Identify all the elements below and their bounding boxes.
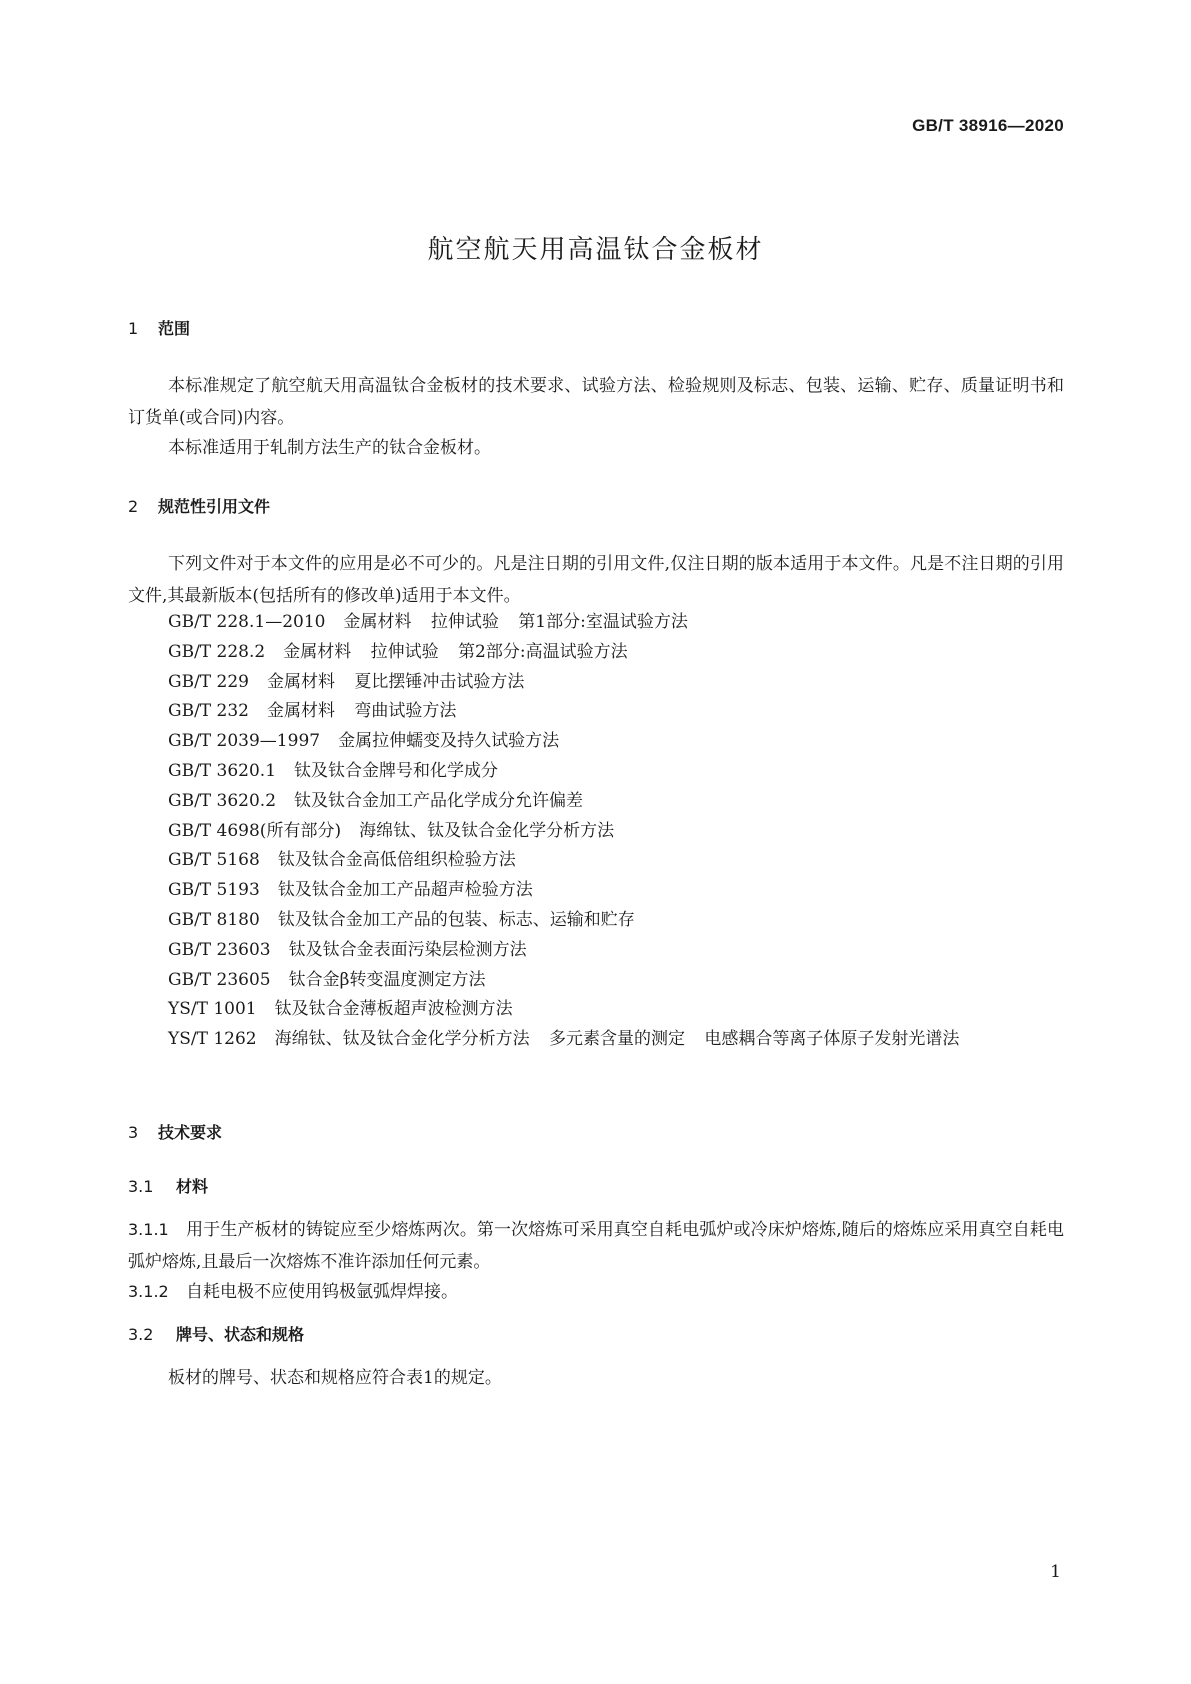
reference-item	[128, 906, 1064, 936]
reference-title: 金属材料 拉伸试验 第2部分:高温试验方法	[283, 641, 628, 662]
reference-title: 钛及钛合金加工产品的包装、标志、运输和贮存	[277, 909, 635, 930]
reference-item	[128, 876, 1064, 906]
section-number: 1	[128, 319, 139, 338]
section-2-heading	[128, 496, 270, 518]
reference-title: 钛及钛合金牌号和化学成分	[294, 760, 499, 781]
references-intro: 下列文件对于本文件的应用是必不可少的。凡是注日期的引用文件,仅注日期的版本适用于本文件。凡是不注日期的引用文件,其最新版本(包括所有的修改单)适用于本文件。	[128, 554, 1064, 606]
reference-item	[128, 1025, 1064, 1055]
subsection-number: 3.2	[128, 1325, 154, 1344]
reference-title: 钛及钛合金高低倍组织检验方法	[277, 850, 516, 871]
reference-code: GB/T 232	[168, 701, 249, 722]
subsection-title: 材料	[176, 1177, 209, 1196]
reference-title: 金属材料 夏比摆锤冲击试验方法	[267, 671, 525, 692]
reference-title: 海绵钛、钛及钛合金化学分析方法	[359, 820, 615, 841]
scope-paragraph-1: 本标准规定了航空航天用高温钛合金板材的技术要求、试验方法、检验规则及标志、包装、运输、贮存、质量证明书和订货单(或合同)内容。	[128, 376, 1064, 428]
scope-paragraph-2: 本标准适用于轧制方法生产的钛合金板材。	[168, 438, 491, 458]
reference-item	[128, 608, 1064, 638]
reference-list	[128, 608, 1064, 1055]
subsection-title: 牌号、状态和规格	[176, 1325, 305, 1344]
reference-item	[128, 846, 1064, 876]
reference-code: YS/T 1262	[168, 1029, 257, 1050]
section-title: 规范性引用文件	[158, 497, 271, 516]
subsection-number: 3.1	[128, 1177, 154, 1196]
clause-text: 自耗电极不应使用钨极氩弧焊焊接。	[186, 1282, 458, 1302]
reference-code: GB/T 3620.2	[168, 790, 277, 811]
reference-item	[128, 668, 1064, 698]
subsection-3-2-heading	[128, 1324, 304, 1346]
reference-title: 钛合金β转变温度测定方法	[288, 969, 486, 990]
reference-code: GB/T 5193	[168, 880, 260, 901]
reference-code: GB/T 2039—1997	[168, 731, 321, 752]
reference-title: 钛及钛合金薄板超声波检测方法	[274, 999, 513, 1020]
reference-code: GB/T 229	[168, 671, 249, 692]
reference-title: 钛及钛合金加工产品化学成分允许偏差	[294, 790, 584, 811]
clause-number: 3.1.2	[128, 1282, 169, 1301]
reference-code: GB/T 228.2	[168, 641, 266, 662]
reference-item	[128, 638, 1064, 668]
subsection-3-1-heading	[128, 1176, 208, 1198]
section-1-heading	[128, 318, 190, 340]
reference-item	[128, 995, 1064, 1025]
page-number: 1	[1050, 1562, 1061, 1582]
standard-number: GB/T 38916—2020	[912, 116, 1064, 135]
clause-3-1-1	[128, 1214, 1064, 1278]
reference-code: GB/T 23603	[168, 939, 271, 960]
reference-code: GB/T 23605	[168, 969, 271, 990]
reference-title: 金属材料 弯曲试验方法	[267, 701, 457, 722]
reference-item	[128, 936, 1064, 966]
reference-title: 海绵钛、钛及钛合金化学分析方法 多元素含量的测定 电感耦合等离子体原子发射光谱法	[274, 1029, 960, 1050]
reference-item	[128, 817, 1064, 847]
reference-item	[128, 697, 1064, 727]
reference-item	[128, 757, 1064, 787]
clause-text: 用于生产板材的铸锭应至少熔炼两次。第一次熔炼可采用真空自耗电弧炉或冷床炉熔炼,随后的熔炼应采用真空自耗电弧炉熔炼,且最后一次熔炼不准许添加任何元素。	[128, 1220, 1064, 1272]
section-number: 2	[128, 497, 139, 516]
reference-title: 钛及钛合金表面污染层检测方法	[288, 939, 527, 960]
section-3-heading	[128, 1122, 222, 1144]
reference-item	[128, 727, 1064, 757]
reference-item	[128, 787, 1064, 817]
reference-code: GB/T 3620.1	[168, 760, 277, 781]
reference-code: GB/T 8180	[168, 909, 260, 930]
section-title: 技术要求	[158, 1123, 223, 1142]
reference-title: 金属拉伸蠕变及持久试验方法	[338, 731, 560, 752]
reference-item	[128, 966, 1064, 996]
document-title: 航空航天用高温钛合金板材	[427, 235, 764, 265]
reference-code: GB/T 228.1—2010	[168, 612, 326, 632]
reference-title: 钛及钛合金加工产品超声检验方法	[277, 880, 533, 901]
reference-code: GB/T 4698(所有部分)	[168, 820, 342, 841]
reference-title: 金属材料 拉伸试验 第1部分:室温试验方法	[343, 612, 688, 632]
section-number: 3	[128, 1123, 139, 1142]
section-title: 范围	[158, 319, 191, 338]
reference-code: GB/T 5168	[168, 850, 260, 871]
subsection-3-2-text: 板材的牌号、状态和规格应符合表1的规定。	[168, 1368, 502, 1388]
clause-number: 3.1.1	[128, 1220, 169, 1239]
clause-3-1-2	[128, 1276, 1064, 1308]
reference-code: YS/T 1001	[168, 999, 257, 1020]
